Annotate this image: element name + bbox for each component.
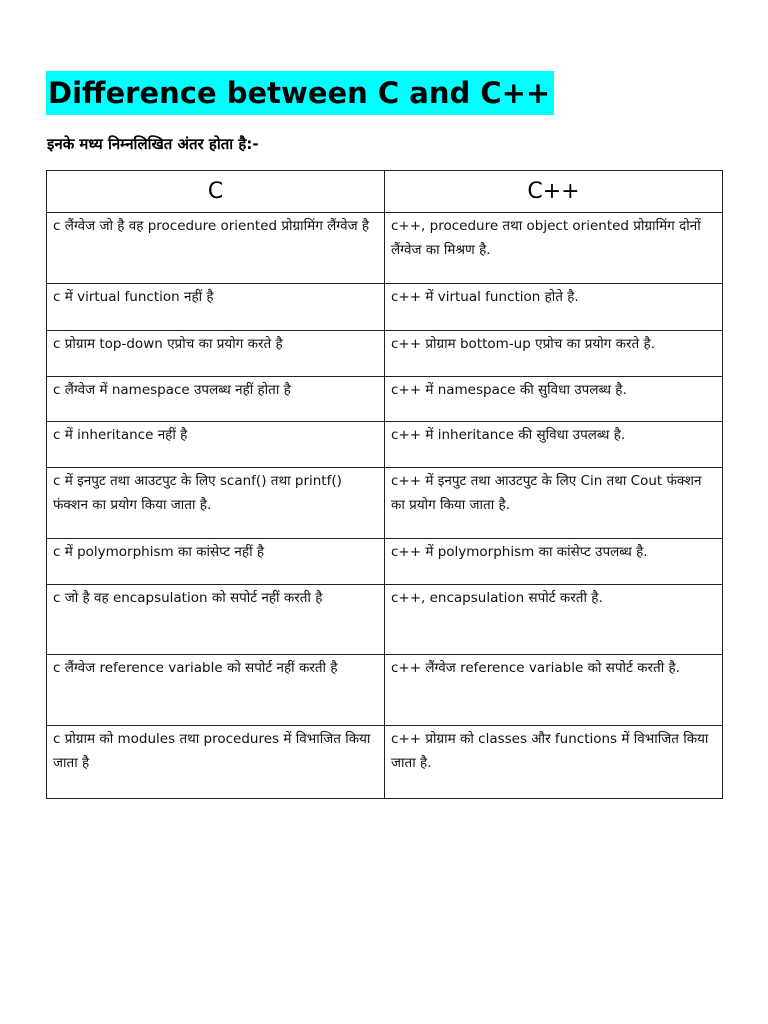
table-row: [47, 213, 723, 284]
comparison-table: [46, 170, 723, 799]
document-title: Difference between C and C++: [46, 71, 554, 115]
cell-c: c में virtual function नहीं है: [47, 284, 385, 331]
cell-c: c लैंग्वेज जो है वह procedure oriented प्रोग्रामिंग लैंग्वेज है: [47, 213, 385, 284]
cell-c: c जो है वह encapsulation को सपोर्ट नहीं करती है: [47, 585, 385, 655]
cell-c: c में inheritance नहीं है: [47, 422, 385, 468]
table-row: [47, 539, 723, 585]
cell-c: c लैंग्वेज में namespace उपलब्ध नहीं होता है: [47, 377, 385, 422]
cell-c: c लैंग्वेज reference variable को सपोर्ट नहीं करती है: [47, 655, 385, 726]
table-row: [47, 284, 723, 331]
table-row: [47, 377, 723, 422]
cell-cpp: c++ में polymorphism का कांसेप्ट उपलब्ध है.: [385, 539, 723, 585]
table-row: [47, 422, 723, 468]
cell-c: c में इनपुट तथा आउटपुट के लिए scanf() तथा printf() फंक्शन का प्रयोग किया जाता है.: [47, 468, 385, 539]
cell-cpp: c++ में inheritance की सुविधा उपलब्ध है.: [385, 422, 723, 468]
cell-cpp: c++ प्रोग्राम को classes और functions में विभाजित किया जाता है.: [385, 726, 723, 799]
table-header-row: [47, 171, 723, 213]
table-row: [47, 585, 723, 655]
cell-cpp: c++ लैंग्वेज reference variable को सपोर्ट करती है.: [385, 655, 723, 726]
cell-cpp: c++ प्रोग्राम bottom-up एप्रोच का प्रयोग करते है.: [385, 331, 723, 377]
header-cpp: C++: [385, 171, 723, 213]
cell-cpp: c++, procedure तथा object oriented प्रोग्रामिंग दोनों लैंग्वेज का मिश्रण है.: [385, 213, 723, 284]
document-subtitle: इनके मध्य निम्नलिखित अंतर होता है:-: [47, 135, 259, 153]
table-row: [47, 331, 723, 377]
cell-cpp: c++, encapsulation सपोर्ट करती है.: [385, 585, 723, 655]
table-row: [47, 468, 723, 539]
table-row: [47, 726, 723, 799]
header-c: C: [47, 171, 385, 213]
cell-cpp: c++ में namespace की सुविधा उपलब्ध है.: [385, 377, 723, 422]
cell-cpp: c++ में इनपुट तथा आउटपुट के लिए Cin तथा Cout फंक्शन का प्रयोग किया जाता है.: [385, 468, 723, 539]
cell-c: c प्रोग्राम को modules तथा procedures में विभाजित किया जाता है: [47, 726, 385, 799]
cell-cpp: c++ में virtual function होते है.: [385, 284, 723, 331]
cell-c: c में polymorphism का कांसेप्ट नहीं है: [47, 539, 385, 585]
table-row: [47, 655, 723, 726]
cell-c: c प्रोग्राम top-down एप्रोच का प्रयोग करते है: [47, 331, 385, 377]
